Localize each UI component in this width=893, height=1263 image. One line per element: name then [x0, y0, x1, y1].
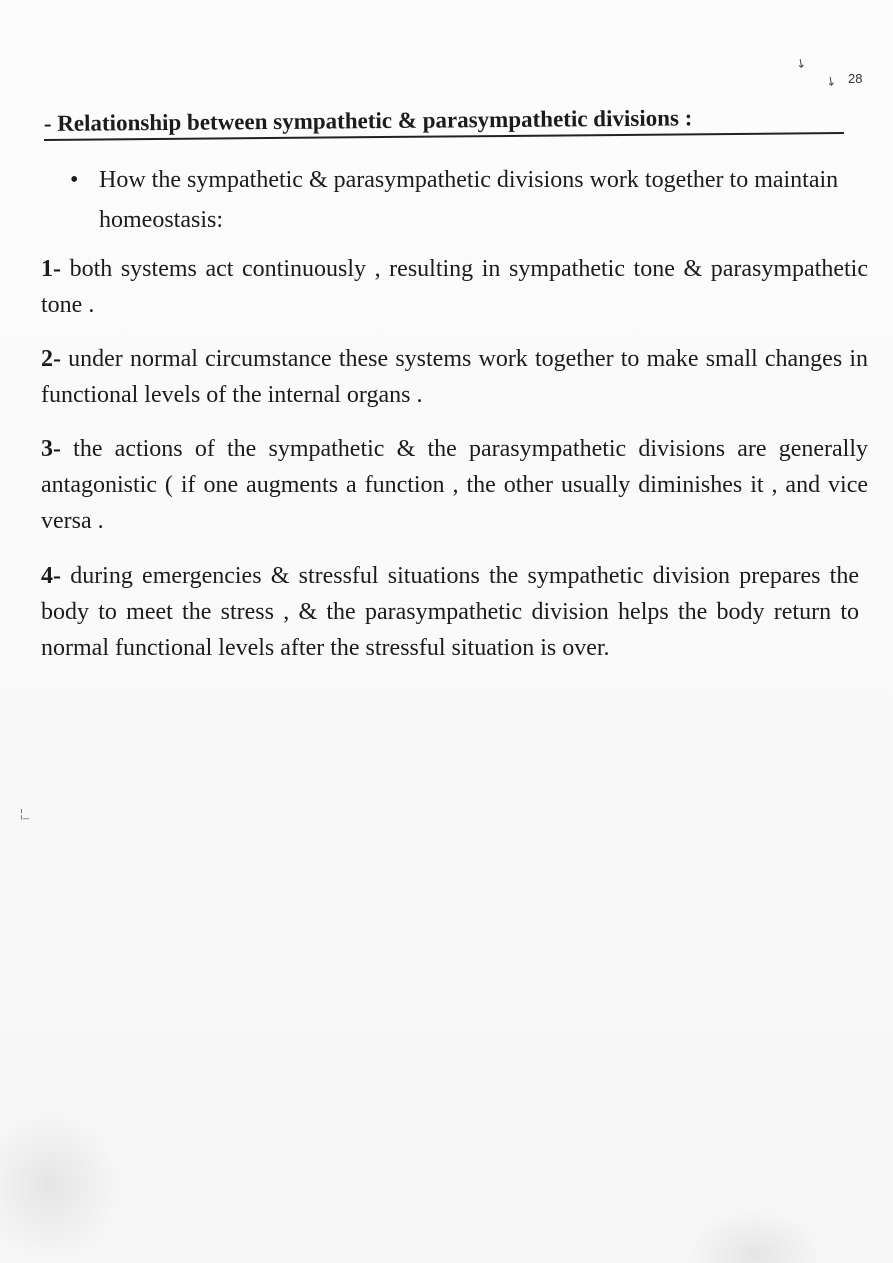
item-number: 4- [41, 563, 61, 589]
item-text: under normal circumstance these systems work together to make small changes in functional levels of the internal organs . [41, 346, 868, 408]
item-number: 2- [41, 346, 61, 372]
section-heading: - Relationship between sympathetic & parasympathetic divisions : [44, 102, 844, 141]
item-text: the actions of the sympathetic & the parasympathetic divisions are generally antagonistic ( if one augments a function , the other usually diminishes it , and vice versa . [41, 436, 868, 534]
numbered-item [41, 558, 859, 666]
bullet-item [70, 160, 870, 240]
pen-mark: ↘ [792, 54, 810, 72]
numbered-item [41, 431, 868, 539]
bullet-dot: • [70, 167, 79, 193]
item-text: both systems act continuously , resulting in sympathetic tone & parasympathetic tone . [41, 256, 868, 318]
item-number: 1- [41, 256, 61, 282]
page-smudge [0, 1110, 120, 1260]
page-smudge [690, 1210, 820, 1263]
bullet-text: How the sympathetic & parasympathetic divisions work together to maintain homeostasis: [99, 167, 839, 233]
stray-mark: ¦_ [20, 808, 29, 820]
pen-mark: ↘ [822, 72, 840, 90]
item-text: during emergencies & stressful situations the sympathetic division prepares the body to meet the stress , & the parasympathetic division helps the body return to normal functional levels after the stressful situation is over. [41, 563, 859, 661]
item-number: 3- [41, 436, 61, 462]
numbered-item [41, 251, 868, 323]
page-number: 28 [848, 71, 863, 86]
numbered-item [41, 341, 868, 413]
